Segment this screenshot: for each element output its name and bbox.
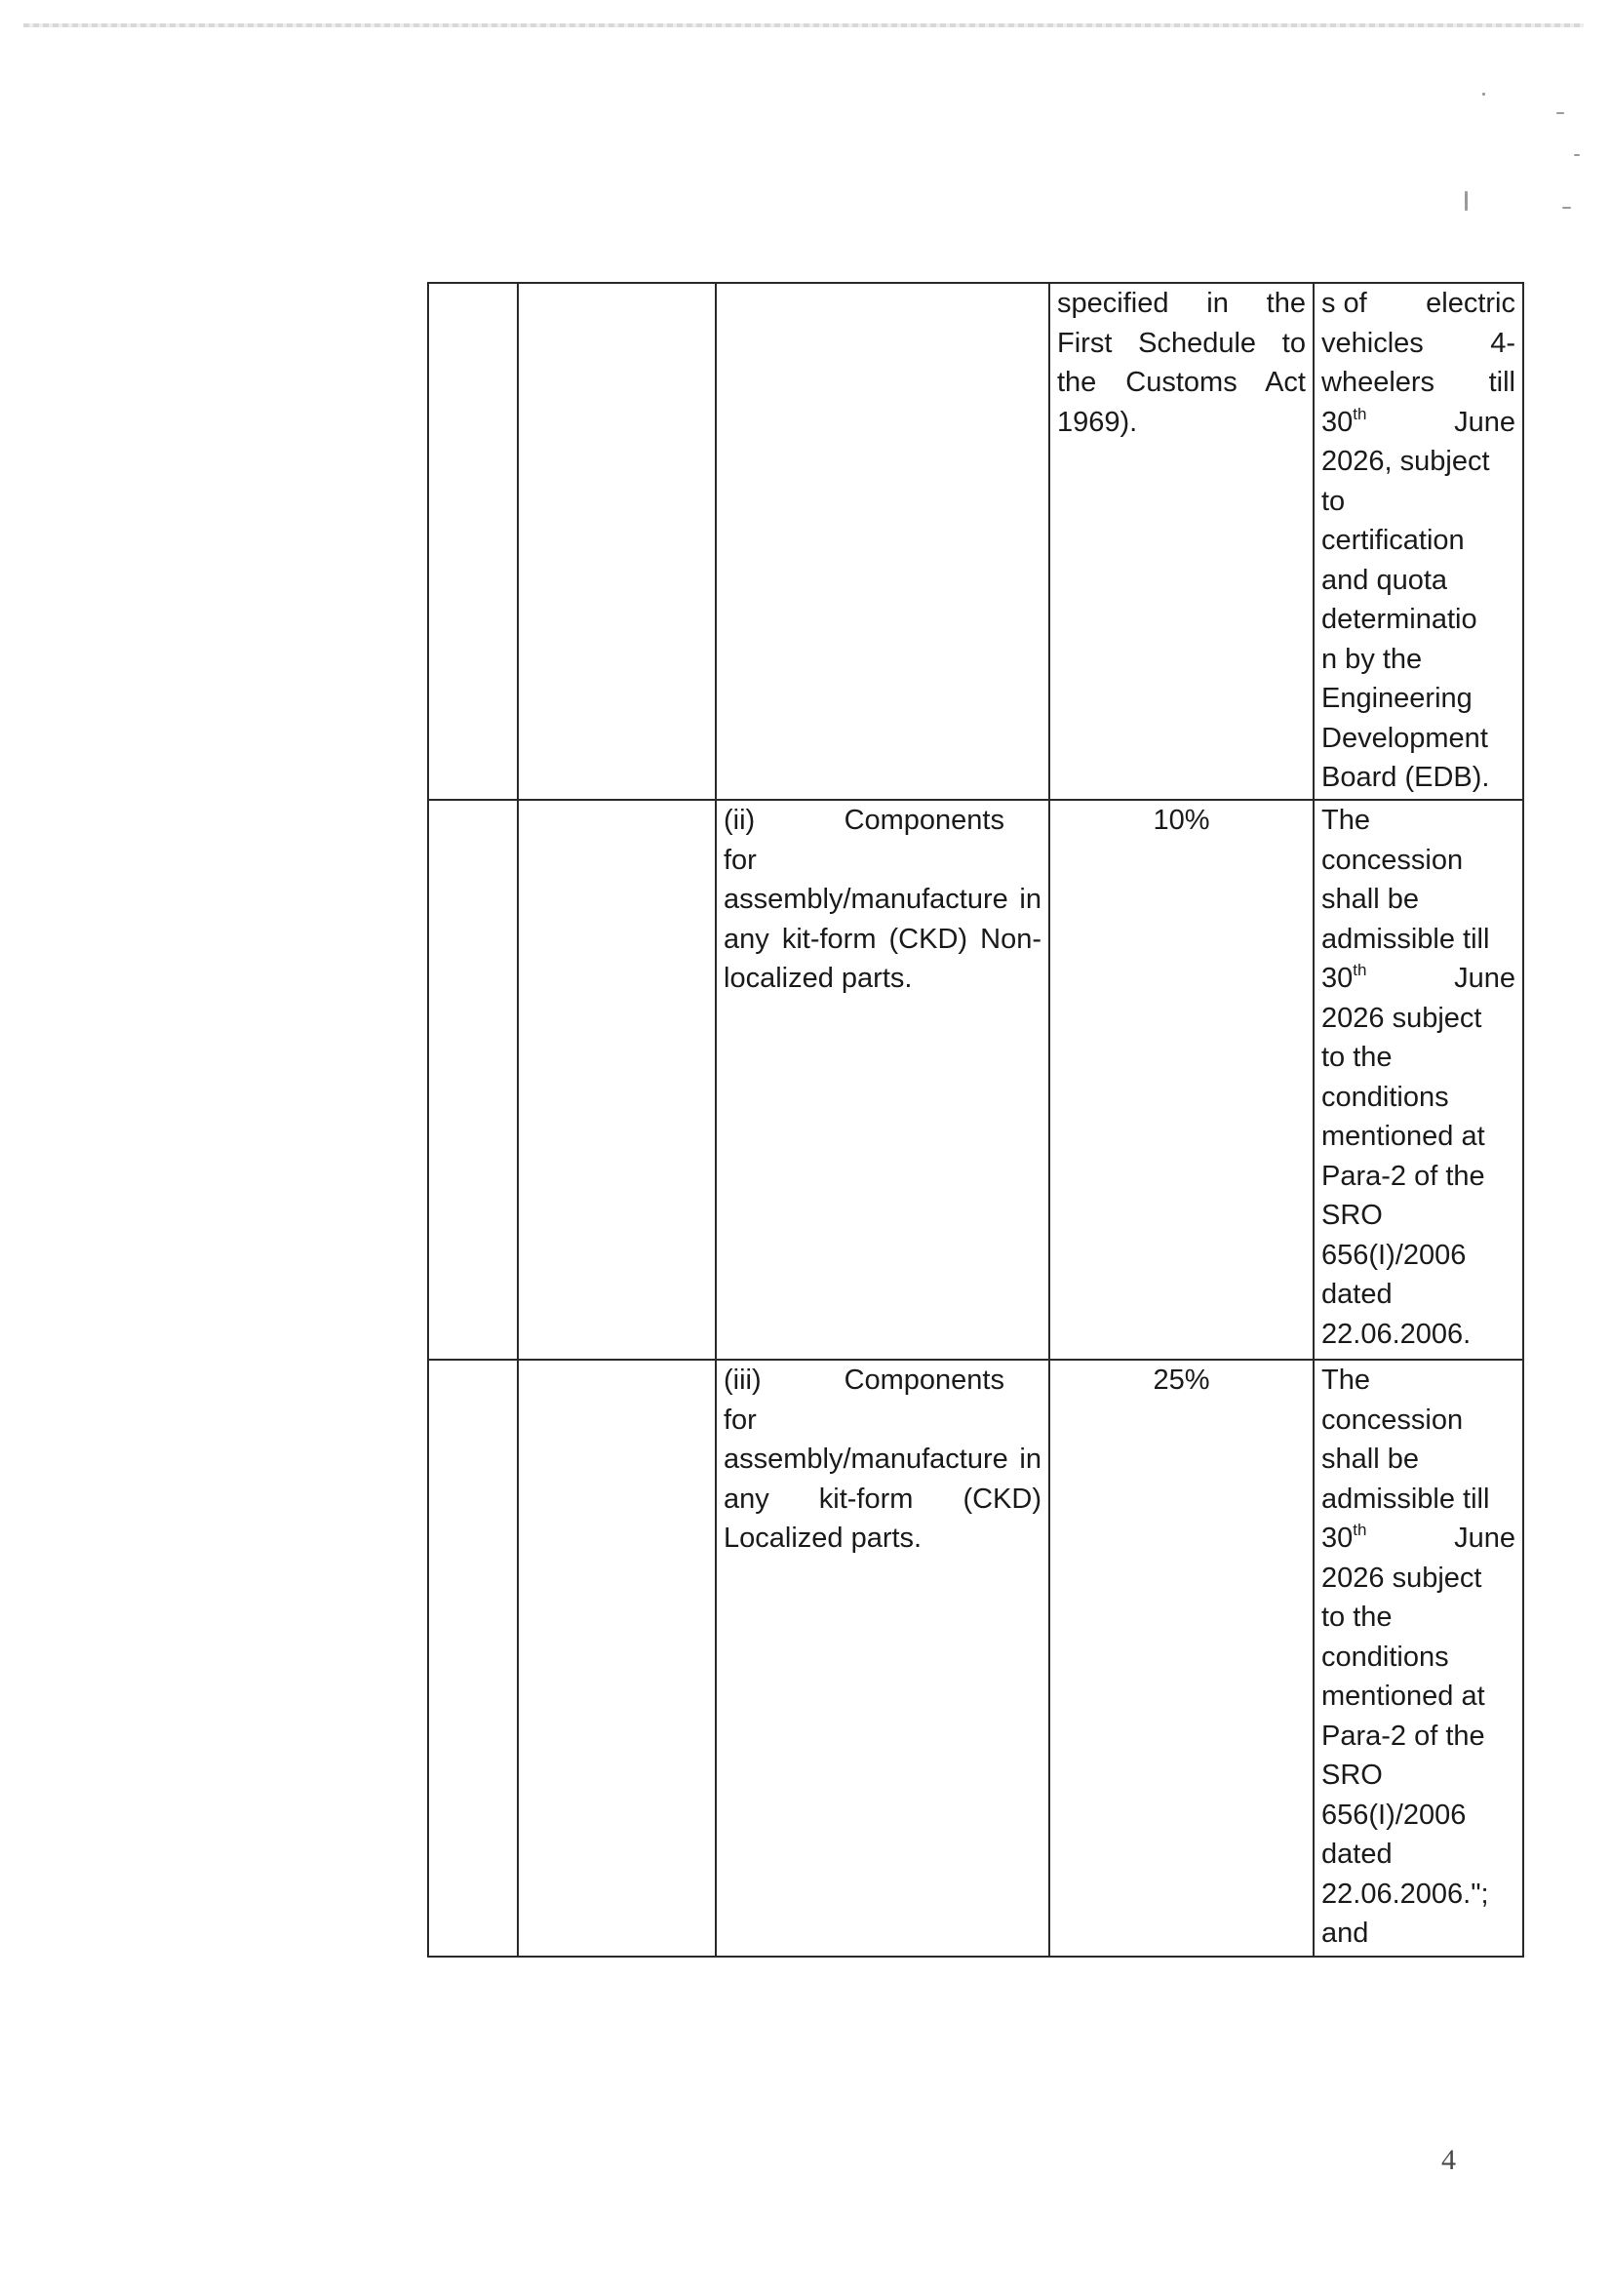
condition-line: The [1321,1365,1370,1396]
condition-line: mentioned at [1321,1681,1485,1712]
condition-line: 2026, subject [1321,446,1490,477]
condition-line: The [1321,805,1370,836]
rate-text: specified in the First Schedule to the Customs Act 1969). [1057,288,1306,438]
condition-line: conditions [1321,1081,1449,1113]
condition-line: concession [1321,1404,1464,1436]
empty-cell [428,283,518,800]
condition-line: shall be [1321,1444,1419,1475]
condition-line: Development [1321,722,1488,754]
condition-line: n by the [1321,643,1423,675]
condition-line: SRO [1321,1200,1383,1231]
condition-cell [1314,1360,1523,1957]
condition-line: conditions [1321,1641,1449,1673]
condition-line: s of electric [1321,288,1515,319]
table-row [428,800,1523,1360]
rate-cell: 10% [1049,800,1314,1360]
condition-line: 2026 subject [1321,1002,1482,1034]
condition-line: Board (EDB). [1321,762,1490,793]
table-row [428,283,1523,800]
condition-line: SRO [1321,1760,1383,1791]
condition-date: 30th June [1321,1521,1515,1554]
description-cell [716,1360,1049,1957]
condition-cell [1314,283,1523,800]
condition-line: wheelers till [1321,367,1515,398]
scan-speck [1482,93,1485,96]
item-word: Components [844,805,1004,836]
page-number: 4 [1441,2144,1456,2176]
empty-cell [518,1360,716,1957]
item-heading [724,1361,1041,1401]
condition-line: vehicles 4- [1321,327,1515,359]
empty-cell [428,1360,518,1957]
empty-cell [428,800,518,1360]
item-heading [724,801,1041,841]
empty-cell [518,283,716,800]
condition-line: dated [1321,1279,1393,1310]
item-number: (iii) [724,1365,762,1396]
condition-line: determinatio [1321,604,1477,635]
condition-line: Para-2 of the [1321,1160,1485,1192]
condition-line: to the [1321,1042,1393,1073]
condition-line: 22.06.2006. [1321,1318,1472,1350]
item-description: for assembly/manufacture in any kit-form (CKD) Non-localized parts. [724,844,1041,994]
scan-speck [1465,191,1468,211]
condition-line: and [1321,1918,1369,1949]
tariff-table [427,282,1524,1958]
condition-line: 656(I)/2006 [1321,1239,1467,1271]
condition-line: dated [1321,1839,1393,1870]
condition-line: Para-2 of the [1321,1720,1485,1752]
condition-line: admissible till [1321,923,1490,955]
description-cell [716,800,1049,1360]
item-word: Components [844,1365,1004,1396]
condition-line: Engineering [1321,683,1473,714]
condition-line: 656(I)/2006 [1321,1799,1467,1831]
table-row [428,1360,1523,1957]
condition-line: to the [1321,1602,1393,1633]
condition-line: shall be [1321,884,1419,915]
rate-cell: 25% [1049,1360,1314,1957]
condition-date: 30th June [1321,404,1515,438]
condition-line: certification [1321,525,1465,556]
item-number: (ii) [724,805,756,836]
condition-line: 22.06.2006."; [1321,1878,1489,1910]
empty-cell [518,800,716,1360]
scan-speck [1556,112,1564,114]
condition-line: admissible till [1321,1483,1490,1515]
scan-speck [1574,154,1580,156]
condition-cell [1314,800,1523,1360]
condition-line: 2026 subject [1321,1562,1482,1594]
rate-cell [1049,283,1314,800]
condition-line: concession [1321,844,1464,876]
item-description: for assembly/manufacture in any kit-form (CKD) Localized parts. [724,1404,1041,1554]
condition-date: 30th June [1321,961,1515,994]
description-cell [716,283,1049,800]
condition-line: to [1321,485,1346,517]
scan-speck [1562,207,1571,209]
scan-edge [23,23,1584,27]
condition-line: mentioned at [1321,1121,1485,1152]
condition-line: and quota [1321,564,1448,596]
